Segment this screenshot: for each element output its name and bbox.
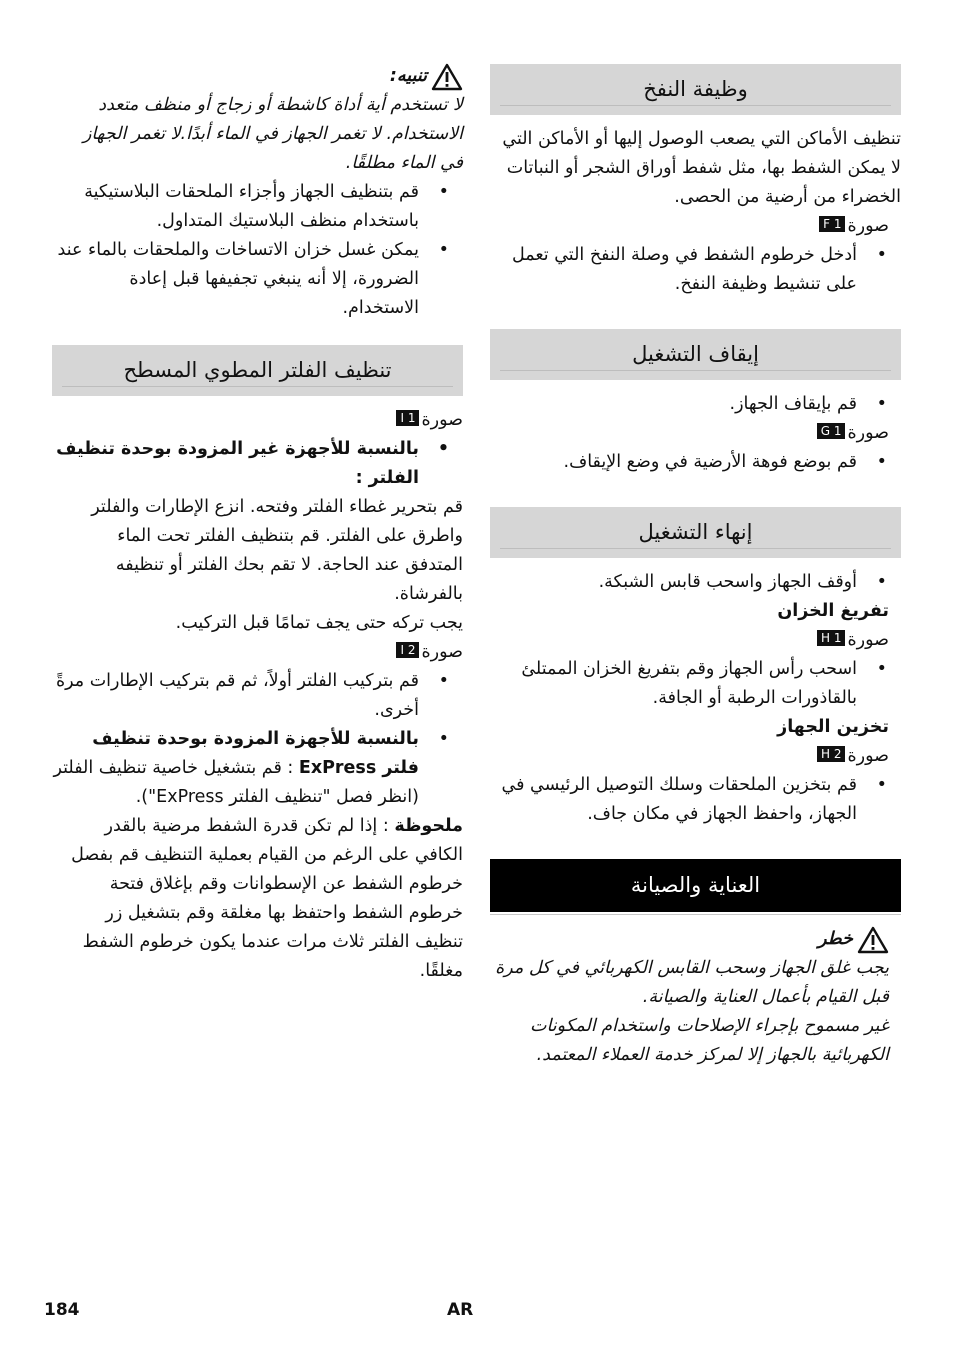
right-column	[490, 64, 901, 1070]
end-bullet-3: • قم بتخزين الملحقات وسلك التوصيل الرئيسي في الجهاز، واحفظ الجهاز في مكان جاف.	[490, 771, 901, 829]
filter-note	[52, 812, 463, 986]
filter-bullet-1: • بالنسبة للأجهزة غير المزودة بوحدة تنظيف الفلتر :	[52, 435, 463, 493]
filter-bullet-2: • قم بتركيب الفلتر أولاً، ثم قم بتركيب الإطارات مرةً أخرى.	[52, 667, 463, 725]
caution-title	[52, 62, 463, 91]
figure-word: صورة	[847, 423, 889, 443]
end-bullet-2: • اسحب رأس الجهاز وقم بتفريغ الخزان الممتلئ بالقاذورات الرطبة أو الجافة.	[490, 655, 901, 713]
filter-dry-note: يجب تركه حتى يجف تمامًا قبل التركيب.	[175, 613, 463, 633]
filter-bullet-3	[52, 725, 463, 812]
note-label: ملحوظة	[394, 816, 463, 836]
left-column	[52, 62, 463, 986]
note-text: : إذا لم تكن قدرة الشفط مرضية بالقدر الكافي على الرغم من القيام بعملية التنظيف قم بفصل خرطوم الشفط عن الإسطوانات وقم بإغلاق فتحة خرطوم الشفط واحتفظ بها مغلقة وقم بتشغيل زر تنظيف الفلتر ثلاث مرات عندما يكون خرطوم الشفط مغلقًا.	[71, 816, 463, 981]
caution-text: لا تستخدم أية أداة كاشطة أو زجاج أو منظف متعدد الاستخدام. لا تغمر الجهاز في الماء أبدًا.لا تغمر الجهاز في الماء مطلقًا.	[82, 95, 463, 173]
figure-ref-h1	[490, 626, 901, 655]
figure-code: H 2	[817, 746, 845, 762]
warning-triangle-icon	[431, 63, 463, 91]
filter-instructions: قم بتحرير غطاء الفلتر وفتحه. انزع الإطارات والفلتر واطرق على الفلتر. قم بتنظيف الفلتر تحت الماء المتدفق عند الحاجة. لا تقم بحك الفلتر أو تنظيفه بالفرشاة.	[91, 497, 463, 604]
figure-ref-i1	[52, 406, 463, 435]
figure-code: F 1	[819, 216, 845, 232]
filter-bullet-3-bold: بالنسبة للأجهزة المزودة بوحدة تنظيف فلتر ExPress	[92, 729, 419, 778]
warning-triangle-icon	[857, 926, 889, 954]
end-bullet-1: • أوقف الجهاز واسحب قابس الشبكة.	[490, 568, 901, 597]
section-heading-flat-fold-filter: تنظيف الفلتر المطوي المسطح	[52, 345, 463, 396]
danger-title-text: خطر	[818, 929, 853, 949]
clean-bullet-2: • يمكن غسل خزان الاتساخات والملحقات بالماء عند الضرورة، إلا أنه ينبغي تجفيفها قبل إعادة الاستخدام.	[52, 236, 463, 323]
figure-ref-g1	[490, 419, 901, 448]
filter-bullet-3-rest: : قم بتشغيل خاصية تنظيف الفلتر (انظر فصل "تنظيف الفلتر ExPress").	[53, 758, 419, 807]
figure-code: H 1	[817, 630, 845, 646]
figure-word: صورة	[421, 410, 463, 430]
figure-ref-h2	[490, 742, 901, 771]
subheading-store-device: تخزين الجهاز	[777, 717, 889, 737]
language-code: AR	[447, 1300, 474, 1320]
figure-code: I 2	[396, 642, 419, 658]
figure-code: I 1	[396, 410, 419, 426]
blow-bullet: • أدخل خرطوم الشفط في وصلة النفخ التي تعمل على تنشيط وظيفة النفخ.	[490, 241, 901, 299]
figure-word: صورة	[847, 630, 889, 650]
section-heading-care-maintenance: العناية والصيانة	[490, 859, 901, 912]
stop-bullet-2: • قم بوضع فوهة الأرضية في وضع الإيقاف.	[490, 448, 901, 477]
blow-description: تنظيف الأماكن التي يصعب الوصول إليها أو الأماكن التي لا يمكن الشفط بها، مثل شفط أوراق الشجر أو النباتات الخضراء من أرضية من الحصى.	[502, 129, 901, 207]
section-heading-end-operation: إنهاء التشغيل	[490, 507, 901, 558]
stop-bullet-1: • قم بإيقاف الجهاز.	[490, 390, 901, 419]
subheading-empty-tank: تفريغ الخزان	[777, 601, 889, 621]
section-heading-switch-off: إيقاف التشغيل	[490, 329, 901, 380]
danger-text-1: يجب غلق الجهاز وسحب القابس الكهربائي في كل مرة قبل القيام بأعمال العناية والصيانة.	[495, 958, 889, 1007]
danger-text-2: غير مسموح بإجراء الإصلاحات واستخدام المكونات الكهربائية بالجهاز إلا لمركز خدمة العملاء المعتمد.	[529, 1016, 889, 1065]
figure-word: صورة	[847, 746, 889, 766]
figure-code: G 1	[817, 423, 846, 439]
figure-word: صورة	[421, 642, 463, 662]
clean-bullet-1: • قم بتنظيف الجهاز وأجزاء الملحقات البلاستيكية باستخدام منظف البلاستيك المتداول.	[52, 178, 463, 236]
page-number: 184	[44, 1300, 80, 1320]
figure-ref-f1	[490, 212, 901, 241]
section-heading-blow-function: وظيفة النفخ	[490, 64, 901, 115]
figure-word: صورة	[847, 216, 889, 236]
figure-ref-i2	[52, 638, 463, 667]
caution-title-text: تنبيه:	[389, 66, 427, 86]
danger-title	[490, 925, 901, 954]
